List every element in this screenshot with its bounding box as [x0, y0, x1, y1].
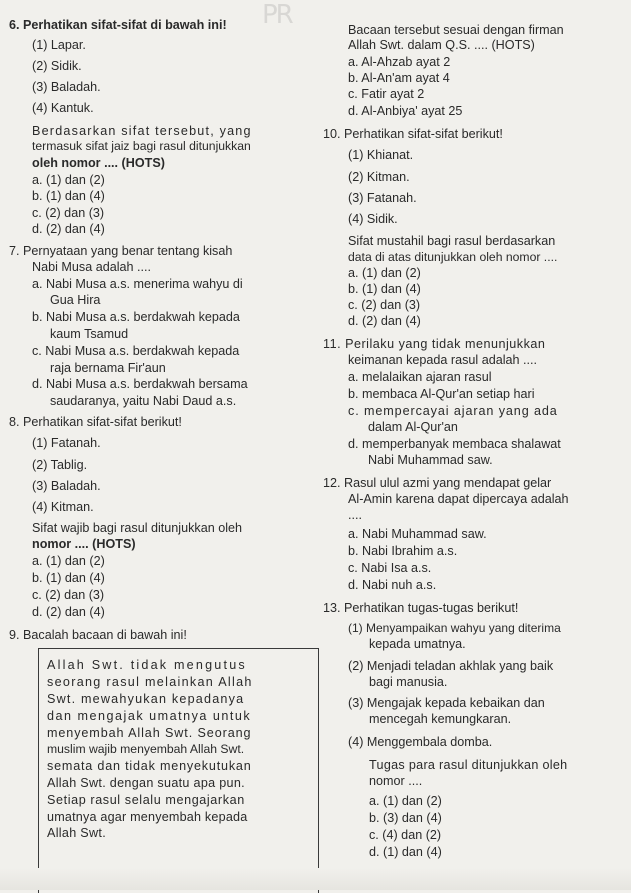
- q9-cont: Allah Swt. dalam Q.S. .... (HOTS): [348, 38, 535, 52]
- q8-item: (1) Fatanah.: [32, 436, 101, 450]
- q13-option-b[interactable]: b. (3) dan (4): [369, 811, 442, 825]
- q8-item: (2) Tablig.: [32, 458, 88, 472]
- q9-option-b[interactable]: b. Al-An'am ayat 4: [348, 71, 450, 85]
- q9-cont: Bacaan tersebut sesuai dengan firman: [348, 23, 564, 37]
- q7-stem: 7. Pernyataan yang benar tentang kisah: [9, 244, 233, 258]
- q10-body: data di atas ditunjukkan oleh nomor ....: [348, 250, 558, 264]
- q9-passage-line: menyembah Allah Swt. Seorang: [47, 726, 252, 740]
- q9-passage-box: [38, 648, 319, 893]
- q7-option-a[interactable]: a. Nabi Musa a.s. menerima wahyu di: [32, 277, 243, 291]
- q10-option-c[interactable]: c. (2) dan (3): [348, 298, 421, 312]
- q10-item: (4) Sidik.: [348, 212, 398, 226]
- q6-item: (2) Sidik.: [32, 59, 82, 73]
- handwritten-mark: PR: [262, 0, 292, 30]
- q10-item: (2) Kitman.: [348, 170, 410, 184]
- q13-stem: 13. Perhatikan tugas-tugas berikut!: [323, 601, 519, 615]
- q7-option-b-cont: kaum Tsamud: [50, 327, 129, 341]
- q13-item-cont: kepada umatnya.: [369, 637, 466, 651]
- q11-option-a[interactable]: a. melalaikan ajaran rasul: [348, 370, 492, 384]
- q12-stem: 12. Rasul ulul azmi yang mendapat gelar: [323, 476, 552, 490]
- q9-passage-line: umatnya agar menyembah kepada: [47, 810, 248, 824]
- q11-option-c[interactable]: c. mempercayai ajaran yang ada: [348, 404, 558, 418]
- q13-option-a[interactable]: a. (1) dan (2): [369, 794, 442, 808]
- q7-stem: Nabi Musa adalah ....: [32, 260, 152, 274]
- q8-option-b[interactable]: b. (1) dan (4): [32, 571, 105, 585]
- q6-body: Berdasarkan sifat tersebut, yang: [32, 124, 252, 138]
- q13-item: (3) Mengajak kepada kebaikan dan: [348, 696, 545, 710]
- q6-option-d[interactable]: d. (2) dan (4): [32, 222, 105, 236]
- q10-option-b[interactable]: b. (1) dan (4): [348, 282, 421, 296]
- q7-option-c-cont: raja bernama Fir'aun: [50, 361, 166, 375]
- q8-body: Sifat wajib bagi rasul ditunjukkan oleh: [32, 521, 243, 535]
- q6-item: (3) Baladah.: [32, 80, 101, 94]
- q10-option-a[interactable]: a. (1) dan (2): [348, 266, 421, 280]
- q13-item: (1) Menyampaikan wahyu yang diterima: [348, 621, 561, 635]
- q6-option-b[interactable]: b. (1) dan (4): [32, 189, 105, 203]
- q9-option-c[interactable]: c. Fatir ayat 2: [348, 87, 425, 101]
- page-bottom-edge: [0, 868, 631, 890]
- q7-option-d-cont: saudaranya, yaitu Nabi Daud a.s.: [50, 394, 237, 408]
- q9-passage-line: Allah Swt.: [47, 826, 106, 840]
- q7-option-c[interactable]: c. Nabi Musa a.s. berdakwah kepada: [32, 344, 240, 358]
- q7-option-d[interactable]: d. Nabi Musa a.s. berdakwah bersama: [32, 377, 248, 391]
- q12-option-b[interactable]: b. Nabi Ibrahim a.s.: [348, 544, 458, 558]
- q8-option-a[interactable]: a. (1) dan (2): [32, 554, 105, 568]
- q13-option-d[interactable]: d. (1) dan (4): [369, 845, 442, 859]
- q13-option-c[interactable]: c. (4) dan (2): [369, 828, 442, 842]
- q8-stem: 8. Perhatikan sifat-sifat berikut!: [9, 415, 182, 429]
- q9-passage-line: semata dan tidak menyekutukan: [47, 759, 252, 773]
- q13-body: Tugas para rasul ditunjukkan oleh: [369, 758, 568, 772]
- q11-stem: keimanan kepada rasul adalah ....: [348, 353, 538, 367]
- q9-option-d[interactable]: d. Al-Anbiya' ayat 25: [348, 104, 463, 118]
- q9-option-a[interactable]: a. Al-Ahzab ayat 2: [348, 55, 451, 69]
- q8-item: (4) Kitman.: [32, 500, 94, 514]
- q10-item: (1) Khianat.: [348, 148, 414, 162]
- q9-stem: 9. Bacalah bacaan di bawah ini!: [9, 628, 187, 642]
- q11-option-d-cont: Nabi Muhammad saw.: [368, 453, 493, 467]
- q8-option-c[interactable]: c. (2) dan (3): [32, 588, 105, 602]
- q13-item-cont: bagi manusia.: [369, 675, 448, 689]
- q9-passage-line: dan mengajak umatnya untuk: [47, 709, 252, 723]
- q12-option-c[interactable]: c. Nabi Isa a.s.: [348, 561, 432, 575]
- q6-option-a[interactable]: a. (1) dan (2): [32, 173, 105, 187]
- q10-item: (3) Fatanah.: [348, 191, 417, 205]
- q9-passage-line: Setiap rasul selalu mengajarkan: [47, 793, 245, 807]
- q9-passage-line: seorang rasul melainkan Allah: [47, 675, 253, 689]
- q10-body: Sifat mustahil bagi rasul berdasarkan: [348, 234, 556, 248]
- q12-option-d[interactable]: d. Nabi nuh a.s.: [348, 578, 437, 592]
- q6-item: (4) Kantuk.: [32, 101, 94, 115]
- q12-stem: ....: [348, 508, 362, 522]
- q6-body: termasuk sifat jaiz bagi rasul ditunjukkan: [32, 139, 251, 153]
- q9-passage-line: Allah Swt. dengan suatu apa pun.: [47, 776, 245, 790]
- q6-stem: 6. Perhatikan sifat-sifat di bawah ini!: [9, 18, 227, 32]
- q13-item-cont: mencegah kemungkaran.: [369, 712, 512, 726]
- q11-option-b[interactable]: b. membaca Al-Qur'an setiap hari: [348, 387, 535, 401]
- q13-body: nomor ....: [369, 774, 423, 788]
- q11-stem: 11. Perilaku yang tidak menunjukkan: [323, 337, 546, 351]
- q9-passage-line: muslim wajib menyembah Allah Swt.: [47, 742, 245, 756]
- q9-passage-line: Allah Swt. tidak mengutus: [47, 658, 247, 672]
- q8-body: nomor .... (HOTS): [32, 537, 136, 551]
- q6-body: oleh nomor .... (HOTS): [32, 156, 165, 170]
- q12-stem: Al-Amin karena dapat dipercaya adalah: [348, 492, 569, 506]
- q11-option-d[interactable]: d. memperbanyak membaca shalawat: [348, 437, 561, 451]
- q12-option-a[interactable]: a. Nabi Muhammad saw.: [348, 527, 487, 541]
- q7-option-a-cont: Gua Hira: [50, 293, 101, 307]
- q10-option-d[interactable]: d. (2) dan (4): [348, 314, 421, 328]
- q13-item: (4) Menggembala domba.: [348, 735, 493, 749]
- q6-item: (1) Lapar.: [32, 38, 86, 52]
- q9-passage-line: Swt. mewahyukan kepadanya: [47, 692, 245, 706]
- q13-item: (2) Menjadi teladan akhlak yang baik: [348, 659, 554, 673]
- q11-option-c-cont: dalam Al-Qur'an: [368, 420, 458, 434]
- q10-stem: 10. Perhatikan sifat-sifat berikut!: [323, 127, 503, 141]
- q6-option-c[interactable]: c. (2) dan (3): [32, 206, 105, 220]
- q7-option-b[interactable]: b. Nabi Musa a.s. berdakwah kepada: [32, 310, 240, 324]
- q8-option-d[interactable]: d. (2) dan (4): [32, 605, 105, 619]
- q8-item: (3) Baladah.: [32, 479, 101, 493]
